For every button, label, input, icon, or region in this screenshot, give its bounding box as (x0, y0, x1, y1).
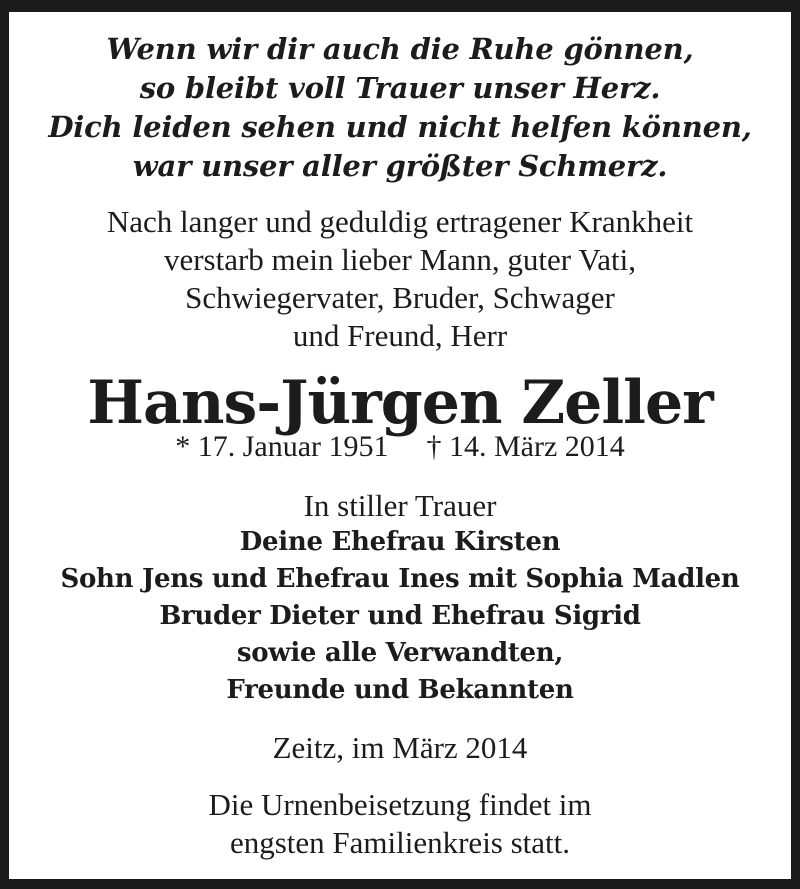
obituary-notice (9, 12, 791, 862)
mourning-label: In stiller Trauer (303, 488, 497, 523)
burial-line: engsten Familienkreis statt. (229, 825, 571, 860)
poem-line: Dich leiden sehen und nicht helfen können, (48, 110, 752, 144)
place-and-date: Zeitz, im März 2014 (272, 730, 528, 765)
poem-line: Wenn wir dir auch die Ruhe gönnen, (106, 32, 694, 66)
burial-line: Die Urnenbeisetzung findet im (208, 787, 592, 822)
mourner-line: sowie alle Verwandten, (236, 638, 564, 668)
announcement-line: verstarb mein lieber Mann, guter Vati, (163, 242, 637, 277)
announcement-line: und Freund, Herr (292, 318, 508, 353)
mourner-line: Sohn Jens und Ehefrau Ines mit Sophia Madlen (60, 564, 740, 594)
announcement-line: Nach langer und geduldig ertragener Krankheit (106, 204, 694, 239)
death-date: † 14. März 2014 (426, 430, 625, 463)
mourner-line: Bruder Dieter und Ehefrau Sigrid (159, 601, 641, 631)
announcement-line: Schwiegervater, Bruder, Schwager (185, 280, 615, 315)
poem-line: war unser aller größter Schmerz. (132, 149, 668, 183)
mourner-line: Freunde und Bekannten (226, 675, 574, 705)
deceased-name: Hans-Jürgen Zeller (87, 368, 713, 438)
burial-notice (9, 786, 791, 862)
mourner-line: Deine Ehefrau Kirsten (239, 527, 561, 557)
poem-line: so bleibt voll Trauer unser Herz. (139, 71, 661, 105)
birth-date: * 17. Januar 1951 (175, 430, 389, 463)
mourners-list (9, 524, 791, 709)
announcement-text (9, 203, 791, 355)
memorial-poem (9, 30, 791, 186)
